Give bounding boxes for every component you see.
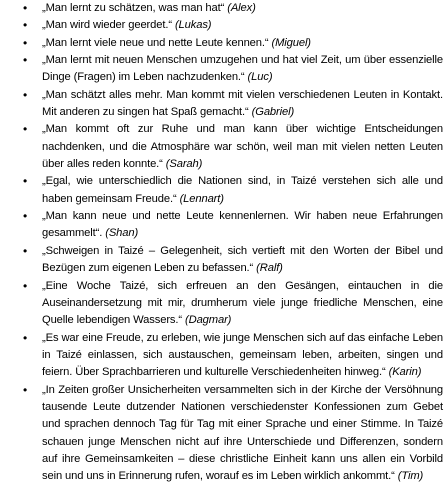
quote-author: (Miguel) (271, 36, 311, 49)
quote-item (0, 173, 443, 208)
quote-item (0, 330, 443, 382)
bullet-icon: • (23, 122, 28, 137)
quote-text: „Man lernt mit neuen Menschen umzugehen und hat viel Zeit, um über essenzielle Dinge (Fragen) im Leben nachzudenken.“ (42, 54, 443, 84)
quote-text: „Egal, wie unterschiedlich die Nationen sind, in Taizé verstehen sich alle und haben gemeinsam Freude.“ (42, 175, 443, 205)
bullet-icon: • (23, 87, 28, 102)
quote-item (0, 243, 443, 278)
quote-text: „Man lernt viele neue und nette Leute kennen.“ (42, 36, 269, 49)
quote-author: (Shan) (105, 227, 139, 240)
quote-author: (Tim) (397, 470, 424, 483)
quote-item (0, 382, 443, 486)
quote-text: „Man schätzt alles mehr. Man kommt mit vielen verschiedenen Leuten in Kontakt. Mit anderen zu singen hat Spaß gemacht.“ (42, 88, 443, 119)
quote-author: (Lennart) (179, 192, 224, 205)
quote-item (0, 208, 443, 243)
quote-author: (Dagmar) (185, 314, 232, 327)
bullet-icon: • (23, 330, 28, 345)
quote-item (0, 121, 443, 173)
quote-text: „Man lernt zu schätzen, was man hat“ (42, 2, 225, 14)
quote-text: „Man kann neue und nette Leute kennenlernen. Wir haben neue Erfahrungen gesammelt“. (42, 210, 443, 240)
quote-item (0, 52, 443, 87)
bullet-icon: • (23, 382, 28, 397)
bullet-icon: • (23, 174, 28, 189)
quote-author: (Ralf) (256, 262, 283, 275)
quote-author: (Sarah) (165, 158, 203, 171)
quote-item (0, 278, 443, 330)
bullet-icon: • (23, 243, 28, 258)
bullet-icon: • (23, 209, 28, 224)
quote-item (0, 35, 443, 52)
bullet-icon: • (23, 278, 28, 293)
bullet-icon: • (23, 1, 28, 15)
bullet-icon: • (23, 18, 28, 33)
quote-text: „In Zeiten großer Unsicherheiten versammelten sich in der Kirche der Versöhnung tausende Leute dutzender Nationen verschiedenster Konfessionen zum Gebet und sprachen dennoch Tag für Tag mit einer Sprache und einer Stimme. In Taizé schauen junge Menschen nicht auf ihre Unterschiede und Differenzen, sondern auf ihre Gemeinsamkeiten – diese christliche Einheit kann uns allen ein Vorbild sein und uns in Erinnerung rufen, worauf es im Leben wirklich ankommt.“ (42, 383, 443, 483)
bullet-icon: • (23, 53, 28, 68)
bullet-icon: • (23, 35, 28, 50)
quote-text: „Man wird wieder geerdet.“ (42, 19, 172, 32)
quote-item (0, 0, 443, 17)
quote-author: (Alex) (227, 2, 256, 14)
quote-author: (Lukas) (174, 19, 212, 32)
quote-author: (Gabriel) (251, 106, 295, 119)
quote-author: (Karin) (388, 366, 422, 379)
quote-text: „Eine Woche Taizé, sich erfreuen an den Gesängen, eintauchen in die Auseinandersetzung mit mir, drumherum viele junge friedliche Menschen, eine Quelle lebendigen Wassers.“ (42, 279, 443, 327)
quote-item (0, 87, 443, 122)
quote-text: „Es war eine Freude, zu erleben, wie junge Menschen sich auf das einfache Leben in Taizé einlassen, sich austauschen, gemeinsam leben, arbeiten, singen und feiern. Über Sprachbarrieren und kulturelle Verschiedenheiten hinweg.“ (42, 331, 443, 379)
quote-text: „Schweigen in Taizé – Gelegenheit, sich vertieft mit den Worten der Bibel und Bezügen zum eigenen Leben zu befassen.“ (42, 244, 443, 275)
quote-text: „Man kommt oft zur Ruhe und man kann über wichtige Entscheidungen nachdenken, und die Atmosphäre war schön, weil man mit vielen netten Leuten über alles reden konnte.“ (42, 123, 443, 171)
quote-item (0, 17, 443, 34)
quote-author: (Luc) (247, 71, 273, 84)
